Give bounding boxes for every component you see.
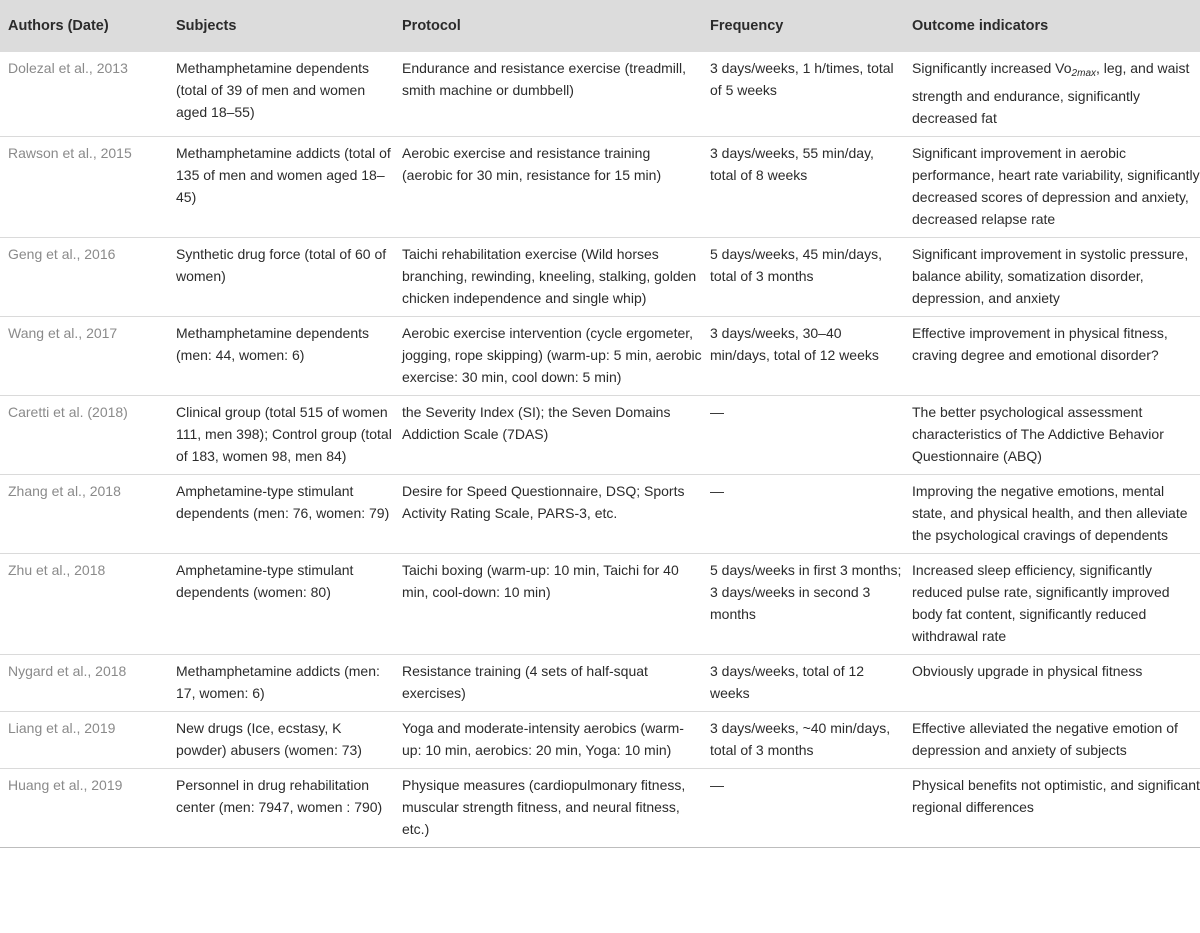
outcome-text-pre: Significantly increased Vo xyxy=(912,60,1072,76)
table-row xyxy=(0,137,1200,238)
cell-outcome: Improving the negative emotions, mental state, and physical health, and then alleviate the psychological cravings of dependents xyxy=(904,475,1200,554)
cell-subjects: Methamphetamine dependents (total of 39 of men and women aged 18–55) xyxy=(168,52,394,137)
table-row xyxy=(0,554,1200,655)
cell-outcome: Significant improvement in aerobic performance, heart rate variability, significantly decreased scores of depression and anxiety, decreased relapse rate xyxy=(904,137,1200,238)
cell-protocol: Physique measures (cardiopulmonary fitness, muscular strength fitness, and neural fitness, etc.) xyxy=(394,769,702,848)
cell-frequency: 3 days/weeks, total of 12 weeks xyxy=(702,655,904,712)
header-authors: Authors (Date) xyxy=(0,0,168,52)
cell-subjects: Amphetamine-type stimulant dependents (women: 80) xyxy=(168,554,394,655)
table-row xyxy=(0,769,1200,848)
cell-subjects: Clinical group (total 515 of women 111, men 398); Control group (total of 183, women 98, men 84) xyxy=(168,396,394,475)
cell-frequency: — xyxy=(702,396,904,475)
cell-protocol: Aerobic exercise and resistance training (aerobic for 30 min, resistance for 15 min) xyxy=(394,137,702,238)
table-row xyxy=(0,317,1200,396)
cell-outcome: The better psychological assessment characteristics of The Addictive Behavior Questionnaire (ABQ) xyxy=(904,396,1200,475)
cell-author: Dolezal et al., 2013 xyxy=(0,52,168,137)
table-row xyxy=(0,396,1200,475)
cell-protocol: Taichi boxing (warm-up: 10 min, Taichi for 40 min, cool-down: 10 min) xyxy=(394,554,702,655)
cell-author: Zhang et al., 2018 xyxy=(0,475,168,554)
cell-author: Rawson et al., 2015 xyxy=(0,137,168,238)
cell-outcome xyxy=(904,52,1200,137)
cell-frequency: 3 days/weeks, 1 h/times, total of 5 weeks xyxy=(702,52,904,137)
cell-author: Zhu et al., 2018 xyxy=(0,554,168,655)
cell-frequency: 5 days/weeks in first 3 months; 3 days/weeks in second 3 months xyxy=(702,554,904,655)
cell-subjects: Synthetic drug force (total of 60 of women) xyxy=(168,238,394,317)
cell-frequency: — xyxy=(702,475,904,554)
header-frequency: Frequency xyxy=(702,0,904,52)
cell-outcome: Physical benefits not optimistic, and significant regional differences xyxy=(904,769,1200,848)
cell-outcome: Significant improvement in systolic pressure, balance ability, somatization disorder, depression, and anxiety xyxy=(904,238,1200,317)
cell-outcome: Effective alleviated the negative emotion of depression and anxiety of subjects xyxy=(904,712,1200,769)
cell-outcome: Obviously upgrade in physical fitness xyxy=(904,655,1200,712)
cell-protocol: Yoga and moderate-intensity aerobics (warm-up: 10 min, aerobics: 20 min, Yoga: 10 min) xyxy=(394,712,702,769)
header-outcome: Outcome indicators xyxy=(904,0,1200,52)
table-row xyxy=(0,712,1200,769)
header-protocol: Protocol xyxy=(394,0,702,52)
cell-author: Liang et al., 2019 xyxy=(0,712,168,769)
header-row xyxy=(0,0,1200,52)
cell-protocol: Endurance and resistance exercise (treadmill, smith machine or dumbbell) xyxy=(394,52,702,137)
cell-frequency: — xyxy=(702,769,904,848)
header-subjects: Subjects xyxy=(168,0,394,52)
cell-outcome: Effective improvement in physical fitness, craving degree and emotional disorder? xyxy=(904,317,1200,396)
cell-author: Caretti et al. (2018) xyxy=(0,396,168,475)
cell-subjects: Amphetamine-type stimulant dependents (men: 76, women: 79) xyxy=(168,475,394,554)
cell-protocol: Taichi rehabilitation exercise (Wild horses branching, rewinding, kneeling, stalking, golden chicken independence and single whip) xyxy=(394,238,702,317)
cell-subjects: Methamphetamine dependents (men: 44, women: 6) xyxy=(168,317,394,396)
cell-author: Nygard et al., 2018 xyxy=(0,655,168,712)
cell-subjects: Personnel in drug rehabilitation center (men: 7947, women : 790) xyxy=(168,769,394,848)
cell-protocol: Aerobic exercise intervention (cycle ergometer, jogging, rope skipping) (warm-up: 5 min, aerobic exercise: 30 min, cool down: 5 min) xyxy=(394,317,702,396)
cell-author: Wang et al., 2017 xyxy=(0,317,168,396)
cell-protocol: Resistance training (4 sets of half-squat exercises) xyxy=(394,655,702,712)
cell-subjects: Methamphetamine addicts (total of 135 of men and women aged 18–45) xyxy=(168,137,394,238)
cell-frequency: 3 days/weeks, 55 min/day, total of 8 weeks xyxy=(702,137,904,238)
outcome-text-post: , leg, and waist strength and endurance, significantly decreased fat xyxy=(912,60,1190,126)
table-row xyxy=(0,238,1200,317)
table-row xyxy=(0,655,1200,712)
cell-subjects: Methamphetamine addicts (men: 17, women: 6) xyxy=(168,655,394,712)
cell-outcome: Increased sleep efficiency, significantly reduced pulse rate, significantly improved body fat content, significantly reduced withdrawal rate xyxy=(904,554,1200,655)
table-row xyxy=(0,52,1200,137)
outcome-subscript: 2max xyxy=(1071,68,1096,79)
cell-subjects: New drugs (Ice, ecstasy, K powder) abusers (women: 73) xyxy=(168,712,394,769)
cell-author: Geng et al., 2016 xyxy=(0,238,168,317)
cell-frequency: 3 days/weeks, ~40 min/days, total of 3 months xyxy=(702,712,904,769)
table-row xyxy=(0,475,1200,554)
cell-frequency: 3 days/weeks, 30–40 min/days, total of 12 weeks xyxy=(702,317,904,396)
cell-protocol: Desire for Speed Questionnaire, DSQ; Sports Activity Rating Scale, PARS-3, etc. xyxy=(394,475,702,554)
cell-frequency: 5 days/weeks, 45 min/days, total of 3 months xyxy=(702,238,904,317)
cell-protocol: the Severity Index (SI); the Seven Domains Addiction Scale (7DAS) xyxy=(394,396,702,475)
cell-author: Huang et al., 2019 xyxy=(0,769,168,848)
